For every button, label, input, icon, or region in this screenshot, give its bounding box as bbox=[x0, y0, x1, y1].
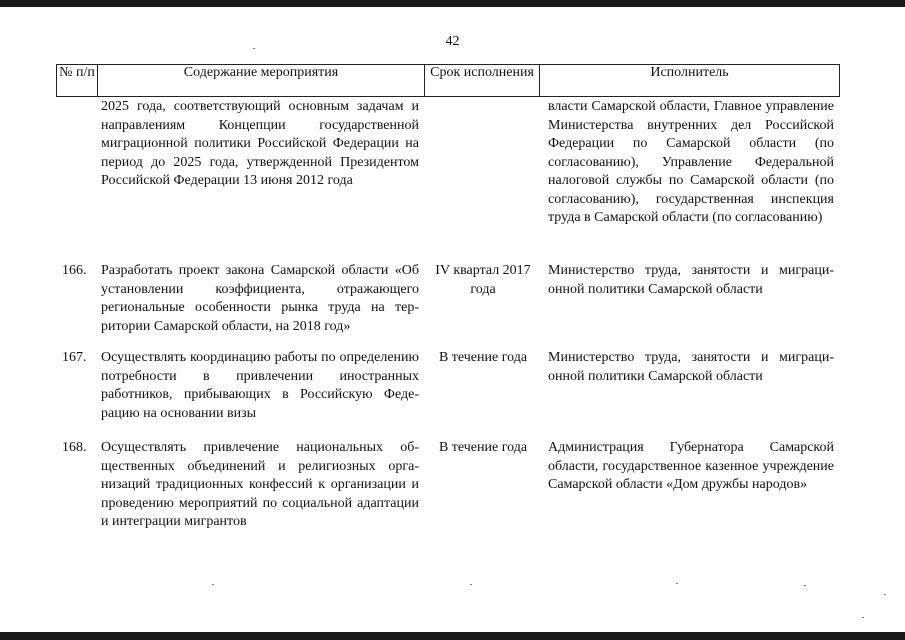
row-content: Разработать проект закона Самарской области «Об установлении коэффициента, отражающего региональные особенности рынка труда на территории Самарской области, на 2018 год» bbox=[101, 263, 419, 334]
scan-speck bbox=[804, 585, 806, 586]
scan-speck bbox=[884, 594, 886, 595]
row-executor: Министерство труда, занятости и миграционной политики Самарской области bbox=[548, 263, 834, 297]
row-term: В течение года bbox=[438, 350, 528, 365]
scan-speck bbox=[253, 48, 255, 49]
row-content: Осуществлять координацию работы по определению потребности в привлечении иностранных работников, прибывающих в Российскую Федерацию на основании визы bbox=[101, 350, 419, 421]
row-executor: власти Самарской области, Главное управление Министерства внутренних дел Российской Федерации по Самарской области (по согласованию), Управление Федеральной налоговой службы по Самарской области (по согласованию), государственная инспекция труда в Самарской области (по согласованию) bbox=[548, 99, 834, 225]
scan-speck bbox=[676, 583, 678, 584]
row-number: 168. bbox=[62, 440, 87, 455]
scan-speck bbox=[862, 617, 864, 618]
scan-speck bbox=[212, 584, 214, 585]
header-term-column: Срок исполнения bbox=[424, 64, 540, 97]
row-executor: Министерство труда, занятости и миграционной политики Самарской области bbox=[548, 350, 834, 384]
scan-top-border bbox=[0, 0, 905, 7]
page-number: 42 bbox=[445, 34, 460, 49]
header-executor-column: Исполнитель bbox=[539, 64, 840, 97]
row-term: IV квартал 2017 года bbox=[435, 263, 531, 297]
header-number-column: № п/п bbox=[56, 64, 98, 97]
row-number: 166. bbox=[62, 263, 87, 278]
header-content-column: Содержание мероприятия bbox=[97, 64, 425, 97]
row-content: 2025 года, соответствующий основным задачам и направлениям Концепции государственной миграционной политики Российской Федерации на период до 2025 года, утвержденной Президентом Российской Федерации 13 июня 2012 года bbox=[101, 99, 419, 188]
row-term: В течение года bbox=[438, 440, 528, 455]
scan-bottom-border bbox=[0, 632, 905, 640]
row-executor: Администрация Губернатора Самарской области, государственное казенное учреждение Самарской области «Дом дружбы народов» bbox=[548, 440, 834, 492]
row-number: 167. bbox=[62, 350, 87, 365]
scan-speck bbox=[470, 584, 472, 585]
row-content: Осуществлять привлечение национальных общественных объединений и религиозных организаций традиционных конфессий к организации и проведению мероприятий по социальной адаптации и интеграции мигрантов bbox=[101, 440, 419, 529]
